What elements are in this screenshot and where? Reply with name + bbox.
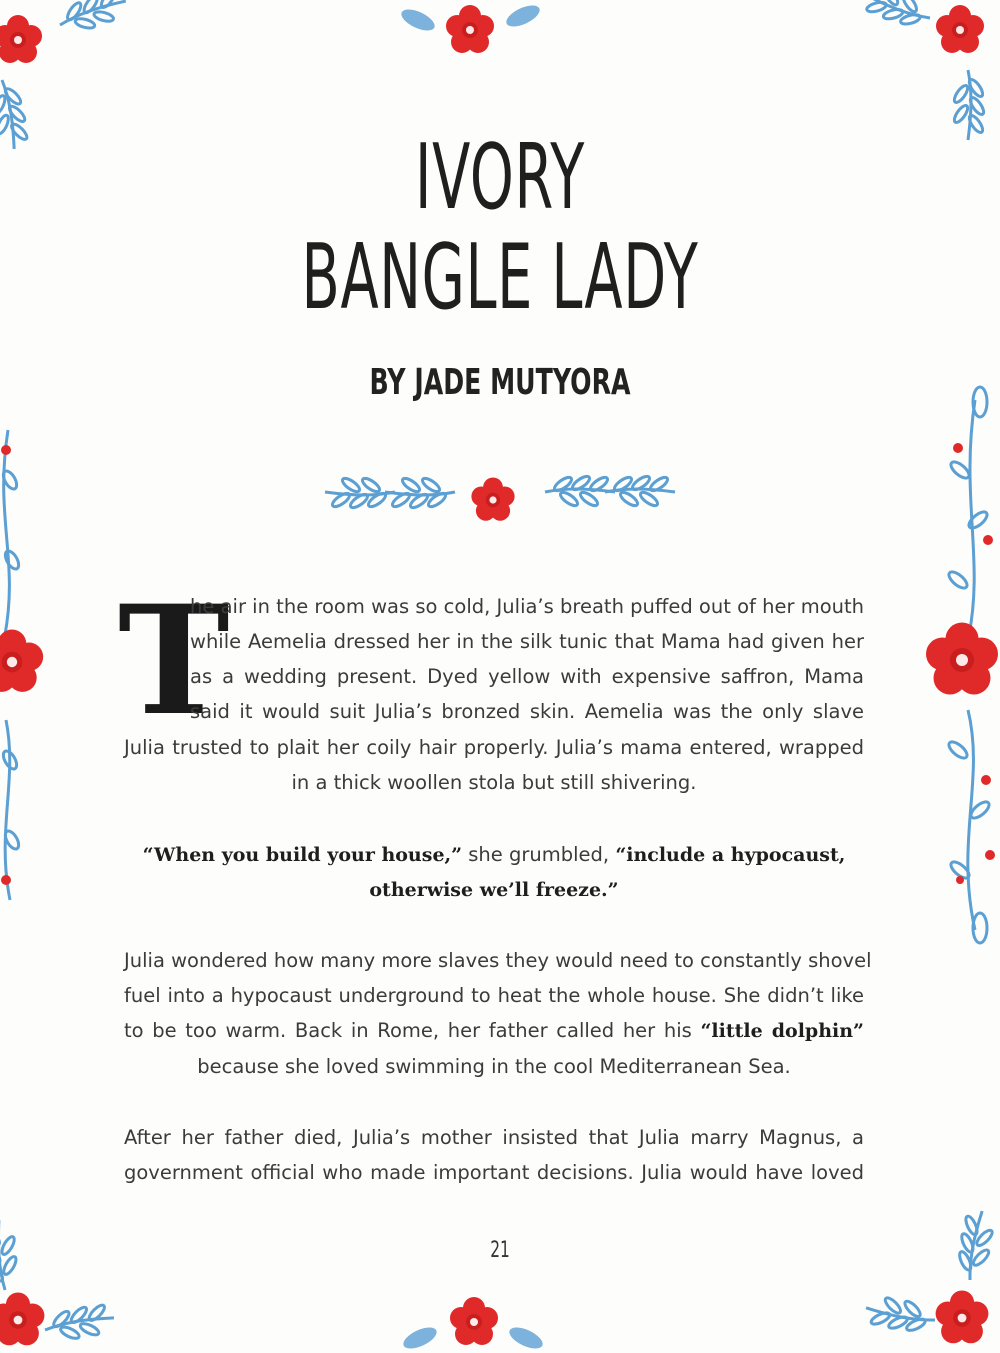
text-line: he air in the room was so cold, Julia’s breath puffed out of her mouth <box>190 595 864 618</box>
page-title-line-2: BANGLE LADY <box>301 225 699 330</box>
text-line: in a thick woollen stola but still shivering. <box>291 771 697 794</box>
text-line: said it would suit Julia’s bronzed skin. Aemelia was the only slave <box>190 700 864 723</box>
text-line <box>124 1019 864 1042</box>
text-line: while Aemelia dressed her in the silk tunic that Mama had given her <box>190 630 864 653</box>
text-line: government official who made important decisions. Julia would have loved <box>124 1161 864 1184</box>
dialogue-line <box>124 878 864 901</box>
dialogue-quote: “include a hypocaust, <box>615 844 846 866</box>
dialogue-line <box>124 843 864 866</box>
text-line: Julia wondered how many more slaves they would need to constantly shovel <box>124 949 872 972</box>
dialogue-tag: she grumbled, <box>462 843 616 866</box>
page-title-line-1: IVORY <box>415 125 585 230</box>
drop-cap: T <box>118 573 230 749</box>
text-span: to be too warm. Back in Rome, her father called her his <box>124 1019 701 1042</box>
emphasis-text: “little dolphin” <box>700 1020 864 1042</box>
text-line: because she loved swimming in the cool Mediterranean Sea. <box>197 1055 791 1078</box>
flower-icon <box>446 5 494 53</box>
dialogue-quote: otherwise we’ll freeze.” <box>369 879 619 901</box>
page-number: 21 <box>490 1238 510 1263</box>
text-line: fuel into a hypocaust underground to heat the whole house. She didn’t like <box>124 984 864 1007</box>
dialogue-quote: “When you build your house,” <box>142 844 463 866</box>
author-byline: BY JADE MUTYORA <box>369 362 631 403</box>
text-line: as a wedding present. Dyed yellow with expensive saffron, Mama <box>190 665 864 688</box>
text-line: After her father died, Julia’s mother insisted that Julia marry Magnus, a <box>124 1126 864 1149</box>
text-line: Julia trusted to plait her coily hair properly. Julia’s mama entered, wrapped <box>124 736 864 759</box>
